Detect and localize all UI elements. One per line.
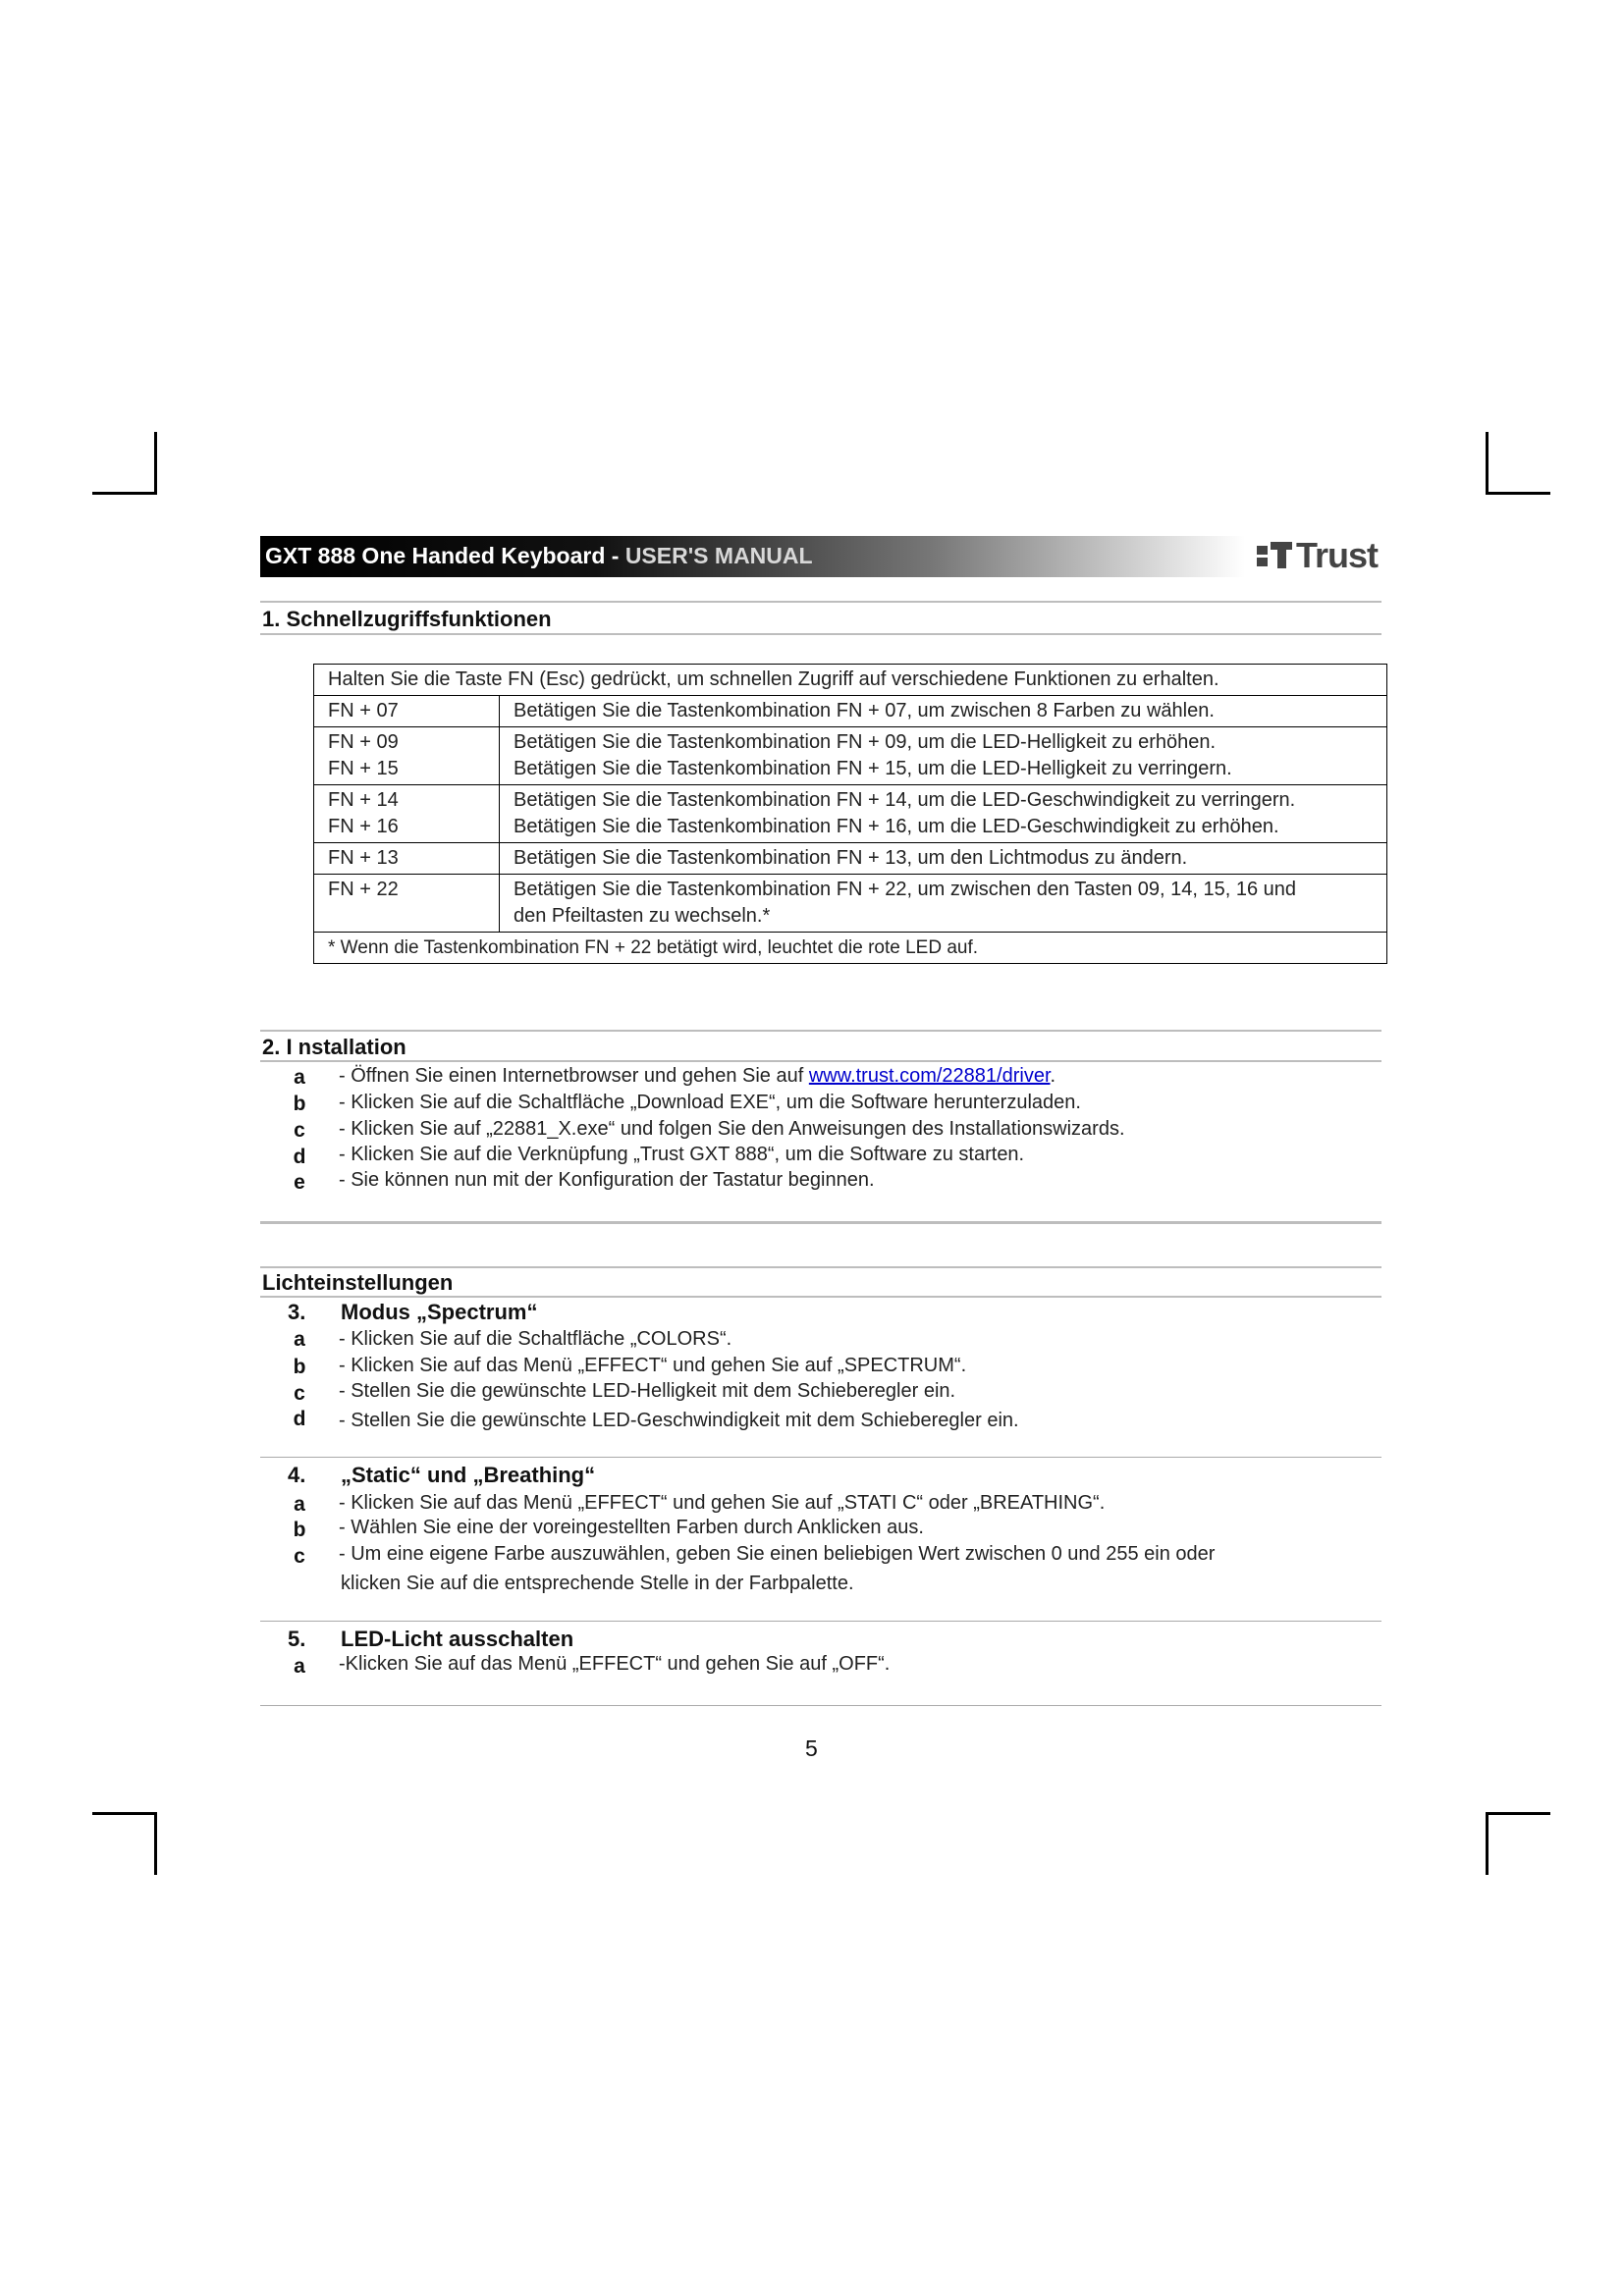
table-row	[314, 843, 1387, 875]
mode-title: Modus „Spectrum“	[341, 1300, 538, 1324]
install-step: - Sie können nun mit der Konfiguration der Tastatur beginnen.	[339, 1169, 875, 1191]
mode-step: - Stellen Sie die gewünschte LED-Geschwindigkeit mit dem Schieberegler ein.	[339, 1410, 1019, 1431]
crop-mark-bottom-right-v	[1486, 1812, 1489, 1875]
driver-link[interactable]: www.trust.com/22881/driver	[808, 1065, 1051, 1087]
crop-mark-top-right-v	[1486, 432, 1489, 495]
trust-logo	[1257, 535, 1378, 576]
table-row	[314, 696, 1387, 727]
header-title: GXT 888 One Handed Keyboard - USER'S MANUAL	[265, 543, 813, 568]
section-rule	[260, 633, 1381, 635]
table-intro: Halten Sie die Taste FN (Esc) gedrückt, um schnellen Zugriff auf verschiedene Funktionen zu erhalten.	[314, 665, 1387, 696]
shortcut-description: Betätigen Sie die Tastenkombination FN + 13, um den Lichtmodus zu ändern.	[500, 843, 1387, 875]
trust-logo-mark-icon	[1257, 542, 1294, 569]
mode-title: „Static“ und „Breathing“	[341, 1463, 596, 1487]
install-step: - Öffnen Sie einen Internetbrowser und gehen Sie auf www.trust.com/22881/driver.	[339, 1065, 1056, 1087]
crop-mark-bottom-right-h	[1486, 1812, 1550, 1815]
table-footnote: * Wenn die Tastenkombination FN + 22 betätigt wird, leuchtet die rote LED auf.	[314, 933, 1387, 964]
section-title-lighting: Lichteinstellungen	[262, 1270, 454, 1295]
section-rule	[260, 1705, 1381, 1706]
table-row	[314, 875, 1387, 933]
mode-step: - Klicken Sie auf das Menü „EFFECT“ und gehen Sie auf „STATI C“ oder „BREATHING“.	[339, 1492, 1106, 1514]
section-rule	[260, 1266, 1381, 1268]
shortcut-key: FN + 22	[314, 875, 500, 933]
section-rule	[260, 1621, 1381, 1622]
mode-step: - Stellen Sie die gewünschte LED-Helligkeit mit dem Schieberegler ein.	[339, 1380, 956, 1402]
step-letter: a	[294, 1328, 305, 1351]
crop-mark-top-left-h	[92, 492, 157, 495]
shortcut-description: Betätigen Sie die Tastenkombination FN + 22, um zwischen den Tasten 09, 14, 15, 16 und den Pfeiltasten zu wechseln.*	[500, 875, 1387, 933]
step-letter: e	[294, 1171, 305, 1194]
section-title-quick-access: 1. Schnellzugriffsfunktionen	[262, 607, 552, 631]
shortcut-table	[313, 664, 1387, 964]
section-rule	[260, 1060, 1381, 1062]
install-step: - Klicken Sie auf die Verknüpfung „Trust GXT 888“, um die Software zu starten.	[339, 1144, 1025, 1165]
step-letter: a	[294, 1493, 305, 1516]
section-rule	[260, 1296, 1381, 1298]
step-letter: c	[294, 1382, 305, 1405]
section-title-installation: 2. I nstallation	[262, 1035, 406, 1059]
section-rule	[260, 1030, 1381, 1032]
mode-step: - Klicken Sie auf das Menü „EFFECT“ und gehen Sie auf „SPECTRUM“.	[339, 1355, 967, 1376]
step-letter: a	[294, 1655, 305, 1678]
table-row	[314, 727, 1387, 785]
mode-step: -Klicken Sie auf das Menü „EFFECT“ und gehen Sie auf „OFF“.	[339, 1653, 891, 1675]
header-title-suffix: USER'S MANUAL	[624, 543, 813, 568]
trust-logo-text: Trust	[1296, 535, 1379, 575]
step-letter: c	[294, 1545, 305, 1568]
crop-mark-bottom-left-h	[92, 1812, 157, 1815]
crop-mark-top-left-v	[154, 432, 157, 495]
shortcut-description: Betätigen Sie die Tastenkombination FN + 09, um die LED-Helligkeit zu erhöhen. Betätigen Sie die Tastenkombination FN + 15, um die LED-Helligkeit zu verringern.	[500, 727, 1387, 785]
shortcut-key: FN + 13	[314, 843, 500, 875]
step-letter: d	[293, 1408, 306, 1430]
mode-number: 3.	[288, 1300, 306, 1324]
step-letter: c	[294, 1119, 305, 1142]
mode-number: 4.	[288, 1463, 306, 1487]
section-rule	[260, 1457, 1381, 1458]
page-number: 5	[805, 1735, 818, 1761]
mode-step-continuation: klicken Sie auf die entsprechende Stelle in der Farbpalette.	[341, 1573, 854, 1594]
step-letter: a	[294, 1066, 305, 1089]
mode-step: - Wählen Sie eine der voreingestellten Farben durch Anklicken aus.	[339, 1517, 924, 1538]
shortcut-key: FN + 14 FN + 16	[314, 785, 500, 843]
step-letter: d	[293, 1146, 306, 1168]
step-letter: b	[293, 1519, 306, 1541]
mode-step: - Um eine eigene Farbe auszuwählen, geben Sie einen beliebigen Wert zwischen 0 und 255 ein oder	[339, 1543, 1216, 1565]
mode-number: 5.	[288, 1627, 306, 1651]
crop-mark-top-right-h	[1486, 492, 1550, 495]
step-letter: b	[293, 1356, 306, 1378]
mode-step: - Klicken Sie auf die Schaltfläche „COLORS“.	[339, 1328, 732, 1350]
shortcut-description: Betätigen Sie die Tastenkombination FN + 07, um zwischen 8 Farben zu wählen.	[500, 696, 1387, 727]
section-rule	[260, 1221, 1381, 1224]
table-row	[314, 785, 1387, 843]
install-step: - Klicken Sie auf „22881_X.exe“ und folgen Sie den Anweisungen des Installationswizards.	[339, 1118, 1125, 1140]
shortcut-key: FN + 07	[314, 696, 500, 727]
shortcut-key: FN + 09 FN + 15	[314, 727, 500, 785]
table-row	[314, 665, 1387, 696]
mode-title: LED-Licht ausschalten	[341, 1627, 574, 1651]
step-letter: b	[293, 1093, 306, 1115]
crop-mark-bottom-left-v	[154, 1812, 157, 1875]
install-step: - Klicken Sie auf die Schaltfläche „Download EXE“, um die Software herunterzuladen.	[339, 1092, 1081, 1113]
shortcut-description: Betätigen Sie die Tastenkombination FN + 14, um die LED-Geschwindigkeit zu verringern. Betätigen Sie die Tastenkombination FN + 16, um die LED-Geschwindigkeit zu erhöhen.	[500, 785, 1387, 843]
table-row	[314, 933, 1387, 964]
section-rule	[260, 601, 1381, 603]
